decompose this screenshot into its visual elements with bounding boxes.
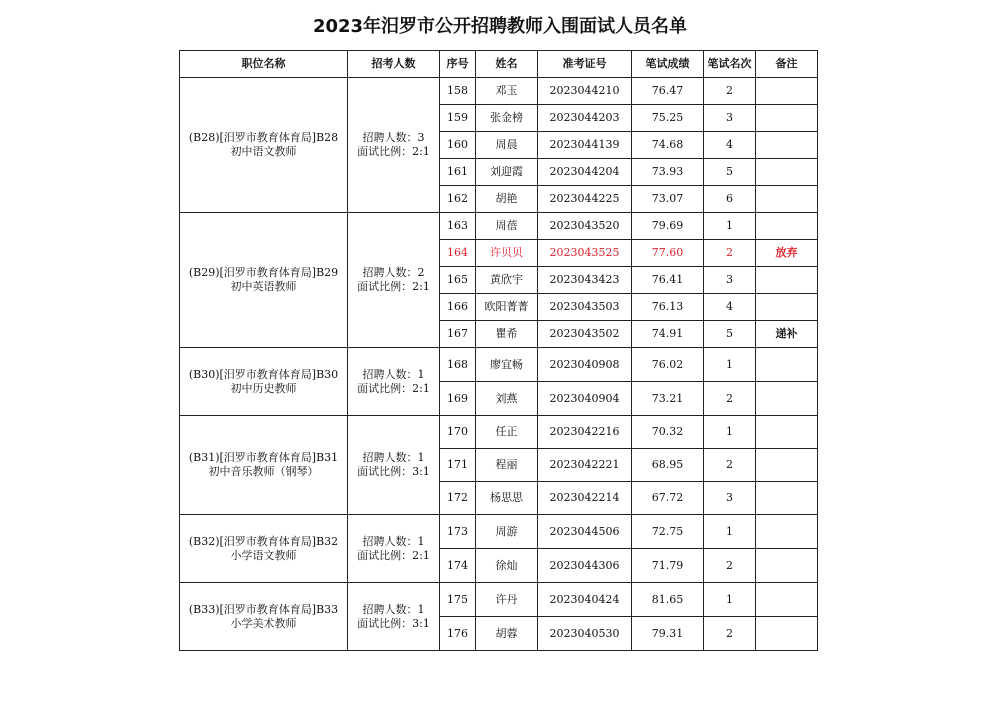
serial-cell: 168 — [440, 348, 476, 382]
position-cell: (B28)[汨罗市教育体育局]B28 初中语文教师 — [180, 78, 348, 213]
remark-cell — [756, 78, 818, 105]
score-cell: 67.72 — [632, 482, 704, 515]
remark-cell: 放弃 — [756, 240, 818, 267]
rank-cell: 2 — [704, 449, 756, 482]
rank-cell: 3 — [704, 105, 756, 132]
remark-cell — [756, 482, 818, 515]
serial-cell: 161 — [440, 159, 476, 186]
ticket-cell: 2023042214 — [538, 482, 632, 515]
rank-cell: 2 — [704, 617, 756, 651]
score-cell: 81.65 — [632, 583, 704, 617]
table-row — [180, 416, 818, 449]
score-cell: 73.07 — [632, 186, 704, 213]
serial-cell: 175 — [440, 583, 476, 617]
score-cell: 74.68 — [632, 132, 704, 159]
ticket-cell: 2023040424 — [538, 583, 632, 617]
remark-cell — [756, 105, 818, 132]
header-ticket: 准考证号 — [538, 51, 632, 78]
name-cell: 任正 — [476, 416, 538, 449]
name-cell: 邓玉 — [476, 78, 538, 105]
score-cell: 77.60 — [632, 240, 704, 267]
ticket-cell: 2023042221 — [538, 449, 632, 482]
header-score: 笔试成绩 — [632, 51, 704, 78]
table-row — [180, 213, 818, 240]
score-cell: 76.47 — [632, 78, 704, 105]
name-cell: 黄欣宇 — [476, 267, 538, 294]
ticket-cell: 2023044225 — [538, 186, 632, 213]
score-cell: 73.93 — [632, 159, 704, 186]
serial-cell: 164 — [440, 240, 476, 267]
ticket-cell: 2023043525 — [538, 240, 632, 267]
header-serial: 序号 — [440, 51, 476, 78]
position-cell: (B31)[汨罗市教育体育局]B31 初中音乐教师（钢琴） — [180, 416, 348, 515]
quota-cell: 招聘人数：1 面试比例：3:1 — [348, 583, 440, 651]
header-quota: 招考人数 — [348, 51, 440, 78]
rank-cell: 1 — [704, 583, 756, 617]
quota-cell: 招聘人数：3 面试比例：2:1 — [348, 78, 440, 213]
header-name: 姓名 — [476, 51, 538, 78]
name-cell: 胡艳 — [476, 186, 538, 213]
serial-cell: 163 — [440, 213, 476, 240]
ticket-cell: 2023043503 — [538, 294, 632, 321]
name-cell: 张金榜 — [476, 105, 538, 132]
name-cell: 刘迎霞 — [476, 159, 538, 186]
table-row — [180, 348, 818, 382]
ticket-cell: 2023040530 — [538, 617, 632, 651]
serial-cell: 162 — [440, 186, 476, 213]
name-cell: 周蓓 — [476, 213, 538, 240]
ticket-cell: 2023043502 — [538, 321, 632, 348]
position-cell: (B33)[汨罗市教育体育局]B33 小学美术教师 — [180, 583, 348, 651]
rank-cell: 5 — [704, 321, 756, 348]
serial-cell: 173 — [440, 515, 476, 549]
table-row — [180, 583, 818, 617]
remark-cell — [756, 294, 818, 321]
serial-cell: 171 — [440, 449, 476, 482]
name-cell: 许丹 — [476, 583, 538, 617]
rank-cell: 2 — [704, 78, 756, 105]
remark-cell — [756, 186, 818, 213]
remark-cell — [756, 267, 818, 294]
serial-cell: 174 — [440, 549, 476, 583]
name-cell: 廖宜畅 — [476, 348, 538, 382]
position-cell: (B29)[汨罗市教育体育局]B29 初中英语教师 — [180, 213, 348, 348]
rank-cell: 1 — [704, 515, 756, 549]
name-cell: 周晨 — [476, 132, 538, 159]
serial-cell: 176 — [440, 617, 476, 651]
table-row — [180, 515, 818, 549]
table-row — [180, 78, 818, 105]
remark-cell — [756, 416, 818, 449]
remark-cell — [756, 382, 818, 416]
header-remark: 备注 — [756, 51, 818, 78]
name-cell: 许贝贝 — [476, 240, 538, 267]
quota-cell: 招聘人数：2 面试比例：2:1 — [348, 213, 440, 348]
remark-cell — [756, 132, 818, 159]
serial-cell: 159 — [440, 105, 476, 132]
rank-cell: 5 — [704, 159, 756, 186]
quota-cell: 招聘人数：1 面试比例：2:1 — [348, 348, 440, 416]
serial-cell: 170 — [440, 416, 476, 449]
serial-cell: 160 — [440, 132, 476, 159]
rank-cell: 4 — [704, 132, 756, 159]
remark-cell — [756, 583, 818, 617]
ticket-cell: 2023044204 — [538, 159, 632, 186]
remark-cell — [756, 549, 818, 583]
header-position: 职位名称 — [180, 51, 348, 78]
score-cell: 70.32 — [632, 416, 704, 449]
name-cell: 欧阳菁菁 — [476, 294, 538, 321]
score-cell: 68.95 — [632, 449, 704, 482]
rank-cell: 6 — [704, 186, 756, 213]
ticket-cell: 2023044210 — [538, 78, 632, 105]
quota-cell: 招聘人数：1 面试比例：2:1 — [348, 515, 440, 583]
score-cell: 73.21 — [632, 382, 704, 416]
table-body — [180, 78, 818, 651]
remark-cell — [756, 515, 818, 549]
serial-cell: 172 — [440, 482, 476, 515]
quota-cell: 招聘人数：1 面试比例：3:1 — [348, 416, 440, 515]
rank-cell: 3 — [704, 482, 756, 515]
remark-cell — [756, 449, 818, 482]
ticket-cell: 2023043520 — [538, 213, 632, 240]
page-cutoff-mask — [0, 664, 1000, 706]
rank-cell: 2 — [704, 382, 756, 416]
rank-cell: 3 — [704, 267, 756, 294]
position-cell: (B32)[汨罗市教育体育局]B32 小学语文教师 — [180, 515, 348, 583]
name-cell: 程丽 — [476, 449, 538, 482]
rank-cell: 2 — [704, 240, 756, 267]
serial-cell: 167 — [440, 321, 476, 348]
score-cell: 74.91 — [632, 321, 704, 348]
rank-cell: 1 — [704, 416, 756, 449]
name-cell: 刘燕 — [476, 382, 538, 416]
serial-cell: 158 — [440, 78, 476, 105]
score-cell: 79.31 — [632, 617, 704, 651]
header-row — [180, 51, 818, 78]
remark-cell — [756, 159, 818, 186]
ticket-cell: 2023044506 — [538, 515, 632, 549]
rank-cell: 1 — [704, 348, 756, 382]
score-cell: 76.02 — [632, 348, 704, 382]
score-cell: 75.25 — [632, 105, 704, 132]
name-cell: 瞿希 — [476, 321, 538, 348]
score-cell: 76.13 — [632, 294, 704, 321]
page-title: 2023年汨罗市公开招聘教师入围面试人员名单 — [312, 16, 688, 37]
ticket-cell: 2023040904 — [538, 382, 632, 416]
name-cell: 周游 — [476, 515, 538, 549]
serial-cell: 165 — [440, 267, 476, 294]
ticket-cell: 2023044306 — [538, 549, 632, 583]
remark-cell — [756, 348, 818, 382]
header-rank: 笔试名次 — [704, 51, 756, 78]
ticket-cell: 2023044139 — [538, 132, 632, 159]
name-cell: 徐灿 — [476, 549, 538, 583]
ticket-cell: 2023040908 — [538, 348, 632, 382]
serial-cell: 166 — [440, 294, 476, 321]
candidate-table — [179, 50, 818, 651]
ticket-cell: 2023044203 — [538, 105, 632, 132]
name-cell: 杨思思 — [476, 482, 538, 515]
score-cell: 76.41 — [632, 267, 704, 294]
remark-cell: 递补 — [756, 321, 818, 348]
name-cell: 胡蓉 — [476, 617, 538, 651]
serial-cell: 169 — [440, 382, 476, 416]
ticket-cell: 2023043423 — [538, 267, 632, 294]
rank-cell: 1 — [704, 213, 756, 240]
ticket-cell: 2023042216 — [538, 416, 632, 449]
score-cell: 79.69 — [632, 213, 704, 240]
position-cell: (B30)[汨罗市教育体育局]B30 初中历史教师 — [180, 348, 348, 416]
remark-cell — [756, 213, 818, 240]
rank-cell: 2 — [704, 549, 756, 583]
score-cell: 71.79 — [632, 549, 704, 583]
score-cell: 72.75 — [632, 515, 704, 549]
remark-cell — [756, 617, 818, 651]
rank-cell: 4 — [704, 294, 756, 321]
